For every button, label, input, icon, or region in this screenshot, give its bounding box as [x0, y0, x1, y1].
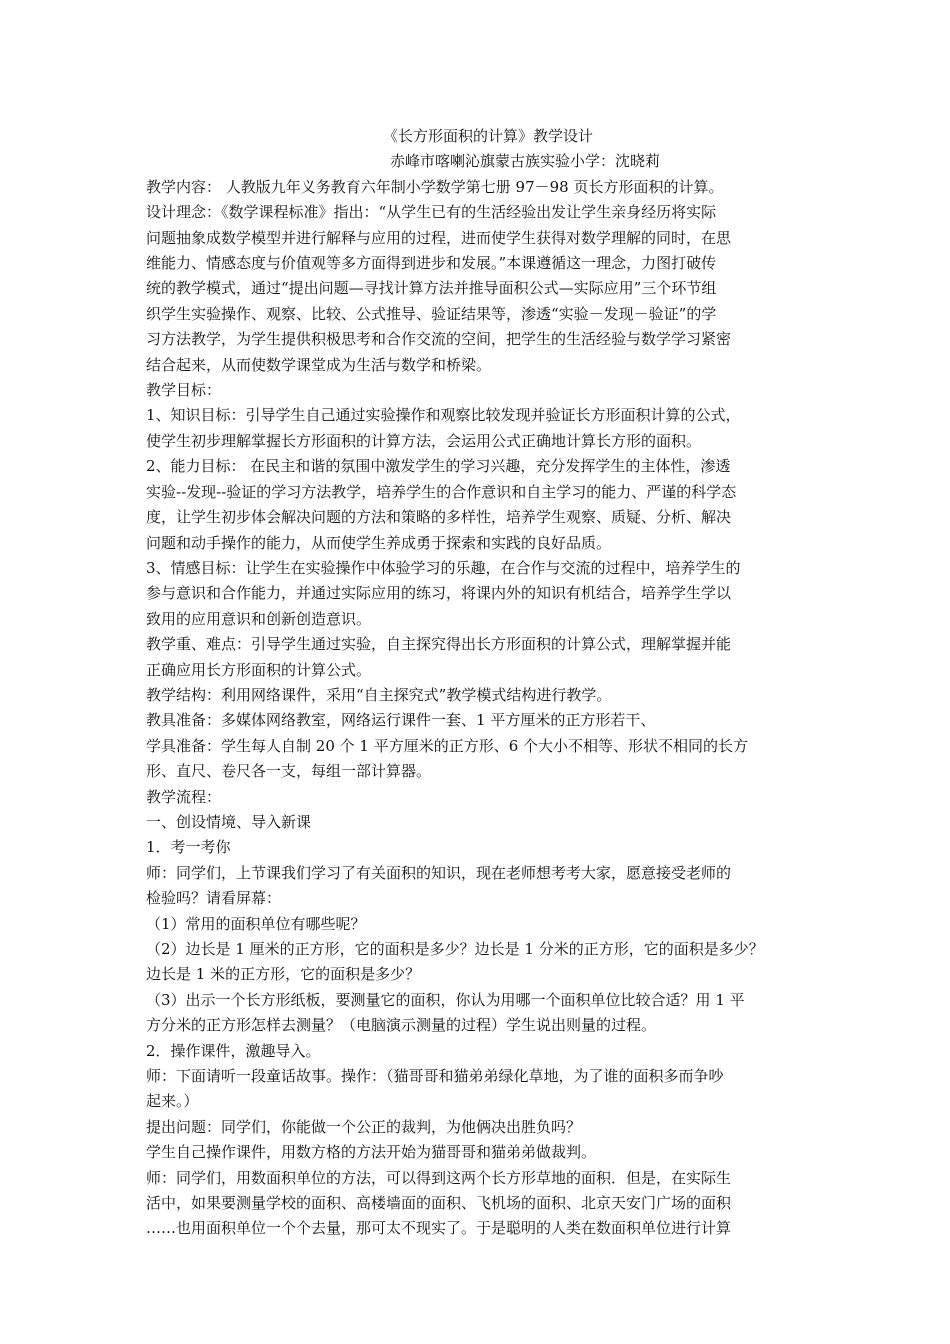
paragraph — [146, 683, 810, 708]
text-line: 方分米的正方形怎样去测量？（电脑演示测量的过程）学生说出则量的过程。 — [146, 1016, 657, 1035]
text-line: （3）出示一个长方形纸板，要测量它的面积，你认为用哪一个面积单位比较合适？用 1 平 — [146, 990, 745, 1009]
text-line: 度，让学生初步体会解决问题的方法和策略的多样性，培养学生观察、质疑、分析、解决 — [146, 508, 732, 527]
paragraph-list — [146, 175, 810, 1242]
text-line: 织学生实验操作、观察、比较、公式推导、验证结果等，渗透“实验－发现－验证”的学 — [146, 304, 717, 323]
text-line: 实验--发现--验证的学习方法教学，培养学生的合作意识和自主学习的能力、严谨的科学态 — [146, 482, 737, 501]
text-line: 结合起来，从而使数学课堂成为生活与数学和桥梁。 — [146, 355, 492, 374]
paragraph — [146, 861, 810, 912]
text-line: 教具准备：多媒体网络教室，网络运行课件一套、1 平方厘米的正方形若干、 — [146, 711, 656, 730]
paragraph — [146, 1064, 810, 1115]
text-line: 师：下面请听一段童话故事。操作：（猫哥哥和猫弟弟绿化草地，为了谁的面积多而争吵 — [146, 1067, 724, 1086]
paragraph — [146, 1166, 810, 1242]
paragraph — [146, 988, 810, 1039]
paragraph — [146, 454, 810, 556]
paragraph — [146, 175, 810, 200]
paragraph — [146, 1115, 810, 1140]
text-line: 教学流程： — [146, 787, 222, 806]
text-line: （2）边长是 1 厘米的正方形，它的面积是多少？边长是 1 分米的正方形，它的面积是多少？ — [146, 940, 764, 958]
text-line: 问题和动手操作的能力，从而使学生养成勇于探索和实践的良好品质。 — [146, 533, 612, 552]
paragraph — [146, 835, 810, 860]
text-line: 形、直尺、卷尺各一支，每组一部计算器。 — [146, 762, 432, 781]
text-line: 学具准备：学生每人自制 20 个 1 平方厘米的正方形、6 个大小不相等、形状不相同的长方 — [146, 736, 749, 755]
text-line: 维能力、情感态度与价值观等多方面得到进步和发展。”本课遵循这一理念，力图打破传 — [146, 254, 717, 273]
text-line: 问题抽象成数学模型并进行解释与应用的过程，进而使学生获得对数学理解的同时，在思 — [146, 228, 732, 247]
text-line: 边长是 1 米的正方形，它的面积是多少？ — [146, 965, 421, 984]
paragraph — [146, 810, 810, 835]
text-line: 使学生初步理解掌握长方形面积的计算方法，会运用公式正确地计算长方形的面积。 — [146, 431, 702, 450]
document-author: 赤峰市喀喇沁旗蒙古族实验小学：沈晓莉 — [390, 152, 661, 171]
text-line: （1）常用的面积单位有哪些呢？ — [146, 914, 366, 933]
paragraph — [146, 708, 810, 733]
text-line: 参与意识和合作能力，并通过实际应用的练习，将课内外的知识有机结合，培养学生学以 — [146, 584, 732, 603]
paragraph — [146, 734, 810, 785]
text-line: 提出问题：同学们，你能做一个公正的裁判，为他俩决出胜负吗？ — [146, 1117, 582, 1136]
text-line: 1、知识目标：引导学生自己通过实验操作和观察比较发现并验证长方形面积计算的公式， — [146, 406, 741, 425]
text-line: 习方法教学，为学生提供积极思考和合作交流的空间，把学生的生活经验与数学学习紧密 — [146, 330, 732, 349]
paragraph — [146, 632, 810, 683]
text-line: 设计理念：《数学课程标准》指出：“从学生已有的生活经验出发让学生亲身经历将实际 — [146, 203, 717, 222]
text-line: 1．考一考你 — [146, 838, 231, 857]
text-line: 师：同学们，用数面积单位的方法，可以得到这两个长方形草地的面积．但是，在实际生 — [146, 1168, 732, 1187]
paragraph — [146, 403, 810, 454]
paragraph — [146, 1039, 810, 1064]
text-line: 教学重、难点：引导学生通过实验，自主探究得出长方形面积的计算公式，理解掌握并能 — [146, 635, 732, 654]
paragraph — [146, 556, 810, 632]
text-line: 一、创设情境、导入新课 — [146, 812, 312, 831]
text-line: 教学结构：利用网络课件，采用“自主探究式”教学模式结构进行教学。 — [146, 685, 612, 704]
paragraph — [146, 785, 810, 810]
paragraph — [146, 1140, 810, 1165]
text-line: 正确应用长方形面积的计算公式。 — [146, 660, 372, 679]
text-line: 教学目标： — [146, 381, 222, 400]
text-line: 2、能力目标： 在民主和谐的氛围中激发学生的学习兴趣，充分发挥学生的主体性，渗透 — [146, 457, 731, 476]
document-title: 《长方形面积的计算》教学设计 — [382, 127, 593, 145]
text-line: 致用的应用意识和创新创造意识。 — [146, 609, 372, 628]
paragraph — [146, 200, 810, 378]
text-line: 师：同学们，上节课我们学习了有关面积的知识，现在老师想考考大家，愿意接受老师的 — [146, 863, 732, 882]
text-line: 学生自己操作课件，用数方格的方法开始为猫哥哥和猫弟弟做裁判。 — [146, 1143, 597, 1162]
text-line: 2．操作课件，激趣导入。 — [146, 1041, 321, 1060]
paragraph — [146, 937, 810, 988]
text-line: 检验吗？请看屏幕： — [146, 889, 282, 908]
text-line: 起来。） — [146, 1092, 199, 1111]
paragraph — [146, 378, 810, 403]
text-line: 3、情感目标：让学生在实验操作中体验学习的乐趣，在合作与交流的过程中，培养学生的 — [146, 558, 741, 577]
document-body — [146, 124, 810, 1242]
text-line: 教学内容： 人教版九年义务教育六年制小学数学第七册 97－98 页长方形面积的计算。 — [146, 177, 724, 196]
text-line: 统的教学模式，通过“提出问题—寻找计算方法并推导面积公式—实际应用”三个环节组 — [146, 279, 717, 298]
text-line: 活中，如果要测量学校的面积、高楼墙面的面积、飞机场的面积、北京天安门广场的面积 — [146, 1194, 732, 1213]
paragraph — [146, 912, 810, 937]
text-line: ……也用面积单位一个个去量，那可太不现实了。于是聪明的人类在数面积单位进行计算 — [146, 1219, 732, 1238]
